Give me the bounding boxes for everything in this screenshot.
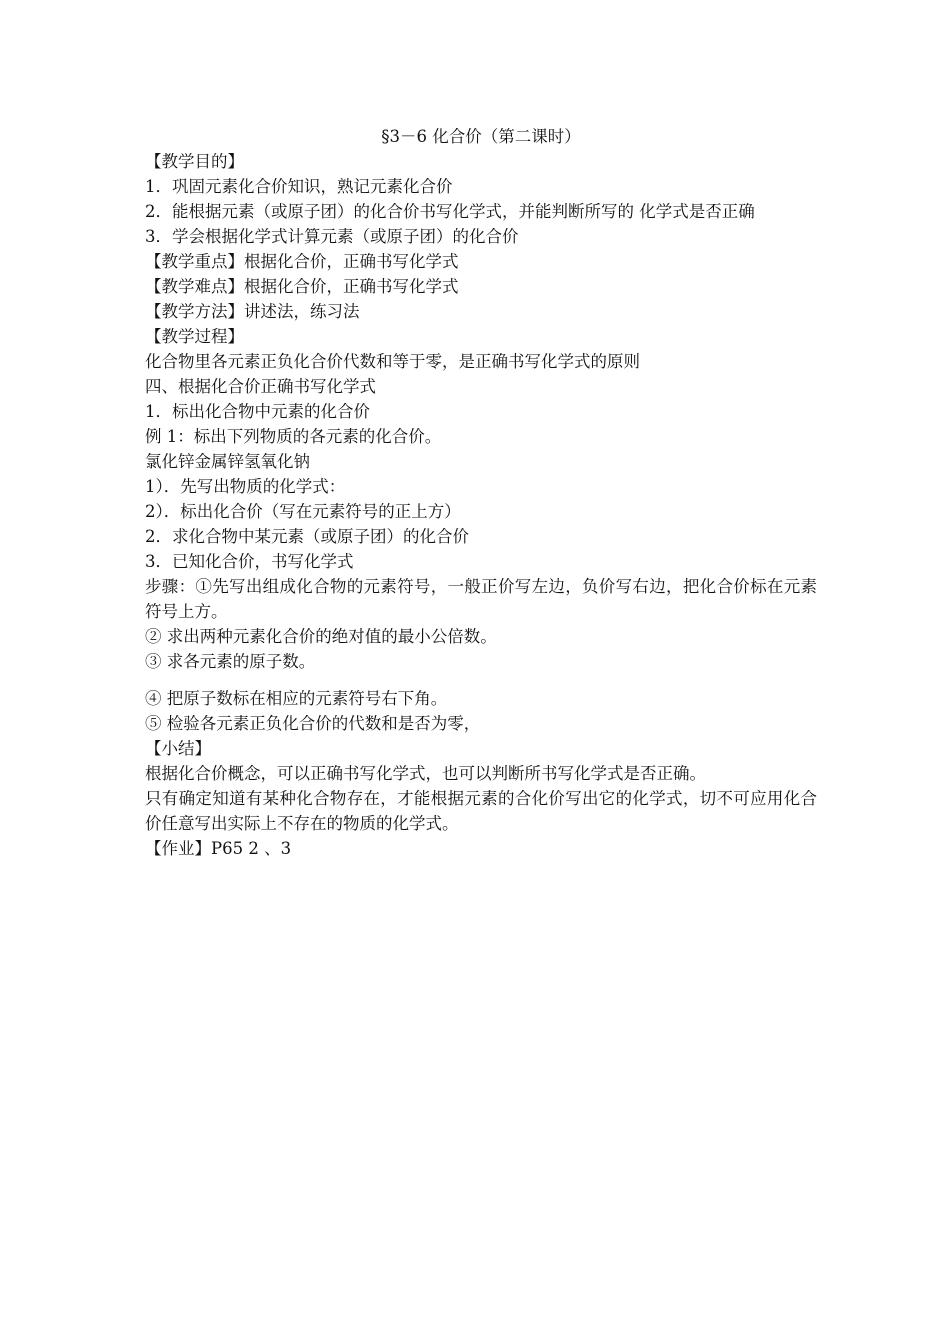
difficult-point: 【教学难点】根据化合价，正确书写化学式 — [145, 277, 459, 296]
text-paragraph: 氯化锌金属锌氢氧化钠 — [145, 452, 310, 471]
text-paragraph: 化合物里各元素正负化合价代数和等于零，是正确书写化学式的原则 — [145, 352, 640, 371]
blank-line — [145, 674, 817, 686]
objective-item: 2．能根据元素（或原子团）的化合价书写化学式，并能判断所写的 化学式是否正确 — [145, 202, 755, 221]
section-heading-process: 【教学过程】 — [145, 327, 244, 346]
step-item: 步骤：①先写出组成化合物的元素符号，一般正价写左边，负价写右边，把化合价标在元素符号上方。 — [145, 577, 817, 621]
text-paragraph: 1）．先写出物质的化学式： — [145, 477, 346, 496]
homework-line: 【作业】P65 2 、3 — [145, 839, 292, 858]
text-paragraph: 2．求化合物中某元素（或原子团）的化合价 — [145, 527, 469, 546]
step-item: ② 求出两种元素化合价的绝对值的最小公倍数。 — [145, 627, 497, 646]
text-paragraph: 例 1：标出下列物质的各元素的化合价。 — [145, 427, 442, 446]
step-item: ⑤ 检验各元素正负化合价的代数和是否为零， — [145, 714, 481, 733]
text-paragraph: 四、根据化合价正确书写化学式 — [145, 377, 376, 396]
step-item: ③ 求各元素的原子数。 — [145, 652, 316, 671]
document-body — [145, 124, 817, 861]
objective-item: 1．巩固元素化合价知识，熟记元素化合价 — [145, 177, 453, 196]
summary-paragraph: 根据化合价概念，可以正确书写化学式，也可以判断所书写化学式是否正确。 — [145, 764, 706, 783]
text-paragraph: 1．标出化合物中元素的化合价 — [145, 402, 370, 421]
text-paragraph: 2）．标出化合价（写在元素符号的正上方） — [145, 502, 461, 521]
section-heading-summary: 【小结】 — [145, 739, 211, 758]
summary-paragraph: 只有确定知道有某种化合物存在，才能根据元素的合化价写出它的化学式，切不可应用化合价任意写出实际上不存在的物质的化学式。 — [145, 789, 817, 833]
section-heading-objectives: 【教学目的】 — [145, 152, 244, 171]
document-title: §3－6 化合价（第二课时） — [381, 127, 581, 146]
teaching-method: 【教学方法】讲述法，练习法 — [145, 302, 360, 321]
objective-item: 3．学会根据化学式计算元素（或原子团）的化合价 — [145, 227, 519, 246]
step-item: ④ 把原子数标在相应的元素符号右下角。 — [145, 689, 448, 708]
key-point: 【教学重点】根据化合价，正确书写化学式 — [145, 252, 459, 271]
text-paragraph: 3．已知化合价，书写化学式 — [145, 552, 354, 571]
